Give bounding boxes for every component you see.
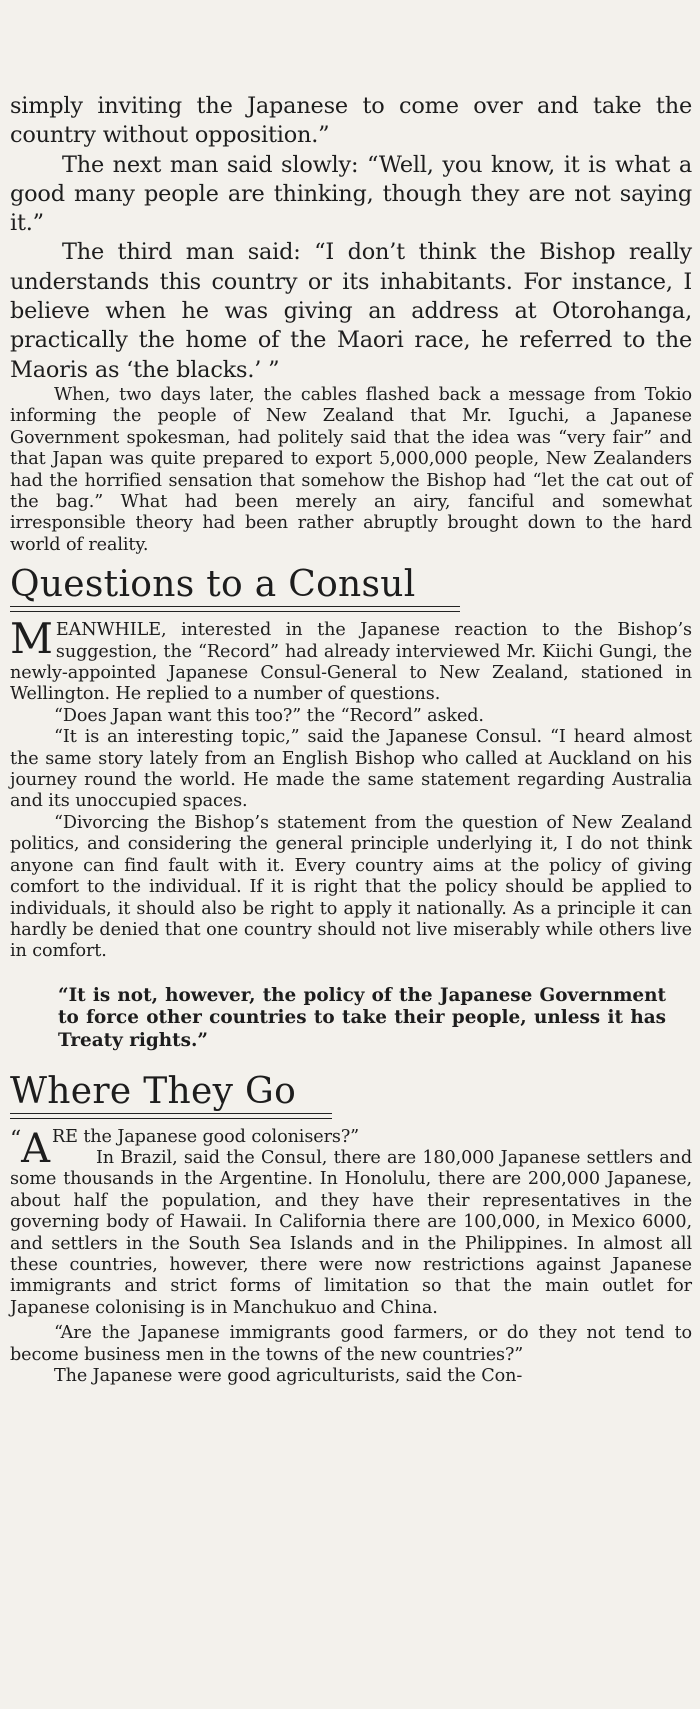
consul-paragraph-4: “Divorcing the Bishop’s statement from the question of New Zealand politics, and considering the general principle underlying it, I do not think anyone can find fault with it. Every country aims at the policy of giving comfort to the individual. If it is right that the policy should be applied to individuals, it should also be right to apply it nationally. As a principle it can hardly be denied that one country should not live miserably while others live in comfort. xyxy=(10,812,692,962)
consul-paragraph-1: MEANWHILE, interested in the Japanese reaction to the Bishop’s suggestion, the “Record” had already interviewed Mr. Kiichi Gungi, the newly-appointed Japanese Consul-General to New Zealand, stationed in Wellington. He replied to a number of questions. xyxy=(10,614,692,705)
drop-cap: M xyxy=(10,614,53,664)
section-heading-consul: Questions to a Consul xyxy=(10,564,416,606)
section-heading-where: Where They Go xyxy=(10,1070,297,1112)
where-paragraph-4: The Japanese were good agriculturists, said the Con- xyxy=(54,1365,523,1386)
where-paragraph-1: “ A RE the Japanese good colonisers?” xyxy=(10,1125,360,1172)
consul-paragraph-2: “Does Japan want this too?” the “Record” asked. xyxy=(54,705,484,726)
intro-paragraph-1: simply inviting the Japanese to come over and take the country without opposition.” xyxy=(10,93,692,149)
where-paragraph-2: In Brazil, said the Consul, there are 180,000 Japanese settlers and some thousands in the Argentine. In Honolulu, there are 200,000 Japanese, about half the population, and they have their representatives in the governing body of Hawaii. In California there are 100,000, in Mexico 6000, and settlers in the South Sea Islands and in the Philippines. In almost all these countries, however, there were now restrictions against Japanese immigrants and strict forms of limitation so that the main outlet for Japanese colonising is in Manchukuo and China. xyxy=(10,1147,692,1318)
consul-paragraph-3: “It is an interesting topic,” said the Japanese Consul. “I heard almost the same story lately from an English Bishop who called at Auckland on his journey round the world. He made the same statement regarding Australia and its unoccupied spaces. xyxy=(10,727,692,812)
intro-paragraph-4: When, two days later, the cables flashed back a message from Tokio informing the people of New Zealand that Mr. Iguchi, a Japanese Government spokesman, had politely said that the idea was “very fair” and that Japan was quite prepared to export 5,000,000 people, New Zealanders had the horrified sensation that somehow the Bishop had “let the cat out of the bag.” What had been merely an airy, fanciful and somewhat irresponsible theory had been rather abruptly brought down to the hard world of reality. xyxy=(10,384,692,555)
drop-cap: A xyxy=(21,1125,50,1172)
where-paragraph-3: “Are the Japanese immigrants good farmers, or do they not tend to become business men in the towns of the new countries?” xyxy=(10,1323,692,1365)
pull-quote: “It is not, however, the policy of the Japanese Government to force other countries to take their people, unless it has Treaty rights.” xyxy=(58,984,666,1051)
heading-underline xyxy=(10,606,460,612)
open-quote: “ xyxy=(10,1126,22,1152)
heading-underline xyxy=(10,1113,332,1119)
intro-paragraph-2: The next man said slowly: “Well, you know, it is what a good many people are thinking, though they are not saying it.” xyxy=(10,151,692,237)
intro-paragraph-3: The third man said: “I don’t think the Bishop really understands this country or its inhabitants. For instance, I believe when he was giving an address at Otorohanga, practically the home of the Maori race, he referred to the Maoris as ‘the blacks.’ ” xyxy=(10,239,692,383)
